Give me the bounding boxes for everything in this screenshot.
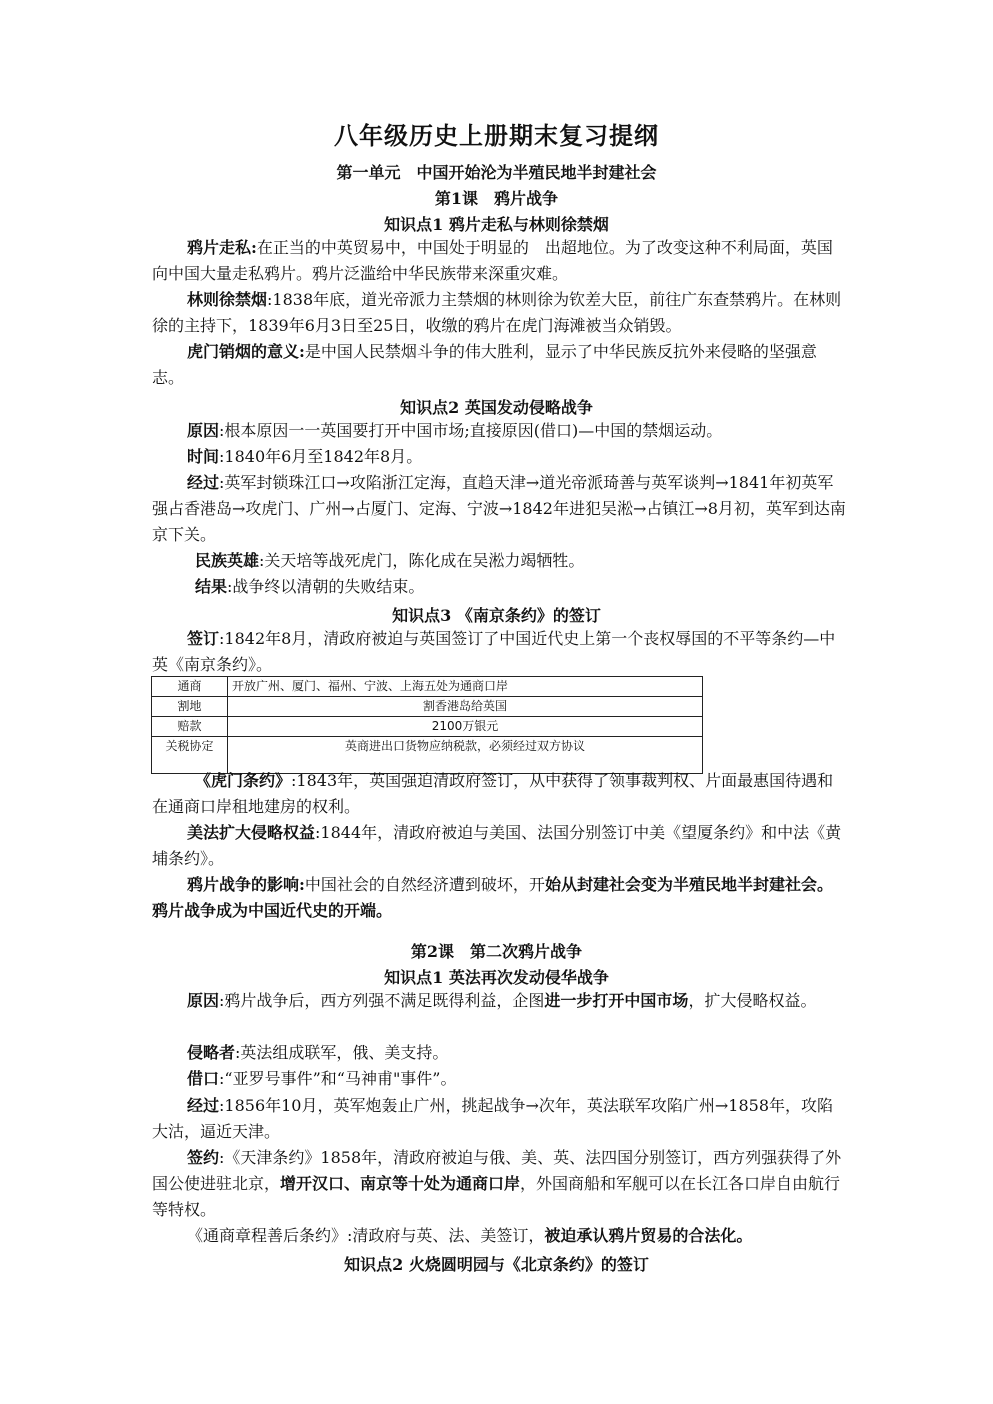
paragraph [152, 418, 847, 444]
term-label: 借口 [187, 1069, 220, 1088]
section-heading: 知识点1 鸦片走私与林则徐禁烟 [384, 215, 609, 234]
emphasis-text: 始从封建社会变为半殖民地半封建社会。鸦片战争成为中国近代史的开端。 [152, 875, 833, 920]
paragraph [152, 988, 847, 1014]
paragraph-text: :根本原因一一英国要打开中国市场;直接原因(借口)—中国的禁烟运动。 [219, 421, 723, 440]
paragraph-text: :关天培等战死虎门，陈化成在吴淞力竭牺牲。 [259, 551, 585, 570]
table-cell: 割地 [152, 697, 228, 717]
paragraph [152, 444, 847, 470]
paragraph-text: :1856年10月，英军炮轰止广州，挑起战争→次年，英法联军攻陷广州→1858年，攻陷大沽，逼近天津。 [152, 1096, 834, 1141]
paragraph-text: :鸦片战争后，西方列强不满足既得利益，企图 [219, 991, 545, 1010]
paragraph-text: :《天津条约》1858年，清政府被迫与俄、美、英、法四国分别签订，西方列强获得了外国公使进驻北京， [152, 1148, 842, 1193]
table-row [152, 697, 703, 717]
lesson-heading: 第1课 鸦片战争 [434, 189, 559, 208]
emphasis-text: 进一步打开中国市场 [544, 991, 689, 1010]
paragraph-text: ，扩大侵略权益。 [688, 991, 817, 1010]
paragraph-text: 在正当的中英贸易中，中国处于明显的 出超地位。为了改变这种不利局面，英国向中国大量走私鸦片。鸦片泛滥给中华民族带来深重灾难。 [152, 238, 833, 283]
term-label: 《虎门条约》 [195, 771, 292, 790]
table-cell: 2100万银元 [228, 717, 703, 737]
table-cell: 英商进出口货物应纳税款，必须经过双方协议 [228, 737, 703, 774]
term-label: 签订 [187, 629, 220, 648]
term-label: 原因 [187, 421, 220, 440]
paragraph-text: :1842年8月，清政府被迫与英国签订了中国近代史上第一个丧权辱国的不平等条约—中英《南京条约》。 [152, 629, 836, 674]
section-heading: 知识点1 英法再次发动侵华战争 [384, 968, 609, 987]
term-label: 侵略者 [187, 1043, 236, 1062]
paragraph [152, 1066, 847, 1092]
term-label: 原因 [187, 991, 220, 1010]
paragraph-text: :1843年，英国强迫清政府签订，从中获得了领事裁判权、片面最惠国待遇和在通商口岸租地建房的权利。 [152, 771, 834, 816]
table-cell: 割香港岛给英国 [228, 697, 703, 717]
paragraph [152, 235, 847, 287]
paragraph [152, 287, 847, 339]
paragraph [152, 1145, 847, 1223]
term-label: 美法扩大侵略权益 [187, 823, 316, 842]
paragraph [152, 470, 847, 548]
emphasis-text: 被迫承认鸦片贸易的合法化。 [544, 1226, 753, 1245]
paragraph [152, 1223, 847, 1249]
page-title: 八年级历史上册期末复习提纲 [334, 122, 659, 150]
paragraph [152, 1040, 847, 1066]
paragraph-text: 中国社会的自然经济遭到破坏，开 [304, 875, 545, 894]
paragraph-text: 《通商章程善后条约》:清政府与英、法、美签订， [187, 1226, 545, 1245]
paragraph-text: 是中国人民禁烟斗争的伟大胜利，显示了中华民族反抗外来侵略的坚强意志。 [152, 342, 817, 387]
paragraph [152, 820, 847, 872]
paragraph-text: :1838年底，道光帝派力主禁烟的林则徐为钦差大臣，前往广东查禁鸦片。在林则徐的主持下，1839年6月3日至25日，收缴的鸦片在虎门海滩被当众销毁。 [152, 290, 842, 335]
table-cell: 赔款 [152, 717, 228, 737]
paragraph-text: :1840年6月至1842年8月。 [219, 447, 423, 466]
table-row [152, 677, 703, 697]
lesson-heading: 第2课 第二次鸦片战争 [410, 942, 583, 961]
term-label: 结果 [195, 577, 228, 596]
paragraph [152, 548, 847, 574]
paragraph-text: :英法组成联军，俄、美支持。 [235, 1043, 449, 1062]
paragraph-text: :英军封锁珠江口→攻陷浙江定海，直趋天津→道光帝派琦善与英军谈判→1841年初英军强占香港岛→攻虎门、广州→占厦门、定海、宁波→1842年进犯吴淞→占镇江→8月初，英军到达南京下关。 [152, 473, 846, 544]
paragraph-text: ，外国商船和军舰可以在长江各口岸自由航行等特权。 [152, 1174, 841, 1219]
paragraph [152, 574, 847, 600]
paragraph [152, 872, 847, 924]
paragraph [152, 1093, 847, 1145]
paragraph [152, 768, 847, 820]
term-label: 经过 [187, 1096, 220, 1115]
table-cell: 通商 [152, 677, 228, 697]
paragraph [152, 626, 847, 678]
section-heading: 知识点3 《南京条约》的签订 [392, 606, 601, 625]
term-label: 时间 [187, 447, 220, 466]
term-label: 虎门销烟的意义: [187, 342, 305, 361]
section-heading: 知识点2 英国发动侵略战争 [400, 398, 593, 417]
table-cell: 开放广州、厦门、福州、宁波、上海五处为通商口岸 [228, 677, 703, 697]
term-label: 鸦片走私: [187, 238, 257, 257]
table-cell: 关税协定 [152, 737, 228, 774]
term-label: 经过 [187, 473, 220, 492]
table-row [152, 717, 703, 737]
term-label: 民族英雄 [195, 551, 260, 570]
emphasis-text: 增开汉口、南京等十处为通商口岸 [280, 1174, 521, 1193]
paragraph-text: :战争终以清朝的失败结束。 [227, 577, 425, 596]
term-label: 签约 [187, 1148, 220, 1167]
section-heading: 知识点2 火烧圆明园与《北京条约》的签订 [344, 1255, 649, 1274]
term-label: 林则徐禁烟 [187, 290, 268, 309]
treaty-terms-table [151, 676, 703, 774]
paragraph-text: :1844年，清政府被迫与美国、法国分别签订中美《望厦条约》和中法《黄埔条约》。 [152, 823, 842, 868]
paragraph [152, 339, 847, 391]
unit-heading: 第一单元 中国开始沦为半殖民地半封建社会 [336, 163, 657, 182]
term-label: 鸦片战争的影响: [187, 875, 305, 894]
paragraph-text: :“亚罗号事件”和“马神甫"事件”。 [219, 1069, 457, 1088]
